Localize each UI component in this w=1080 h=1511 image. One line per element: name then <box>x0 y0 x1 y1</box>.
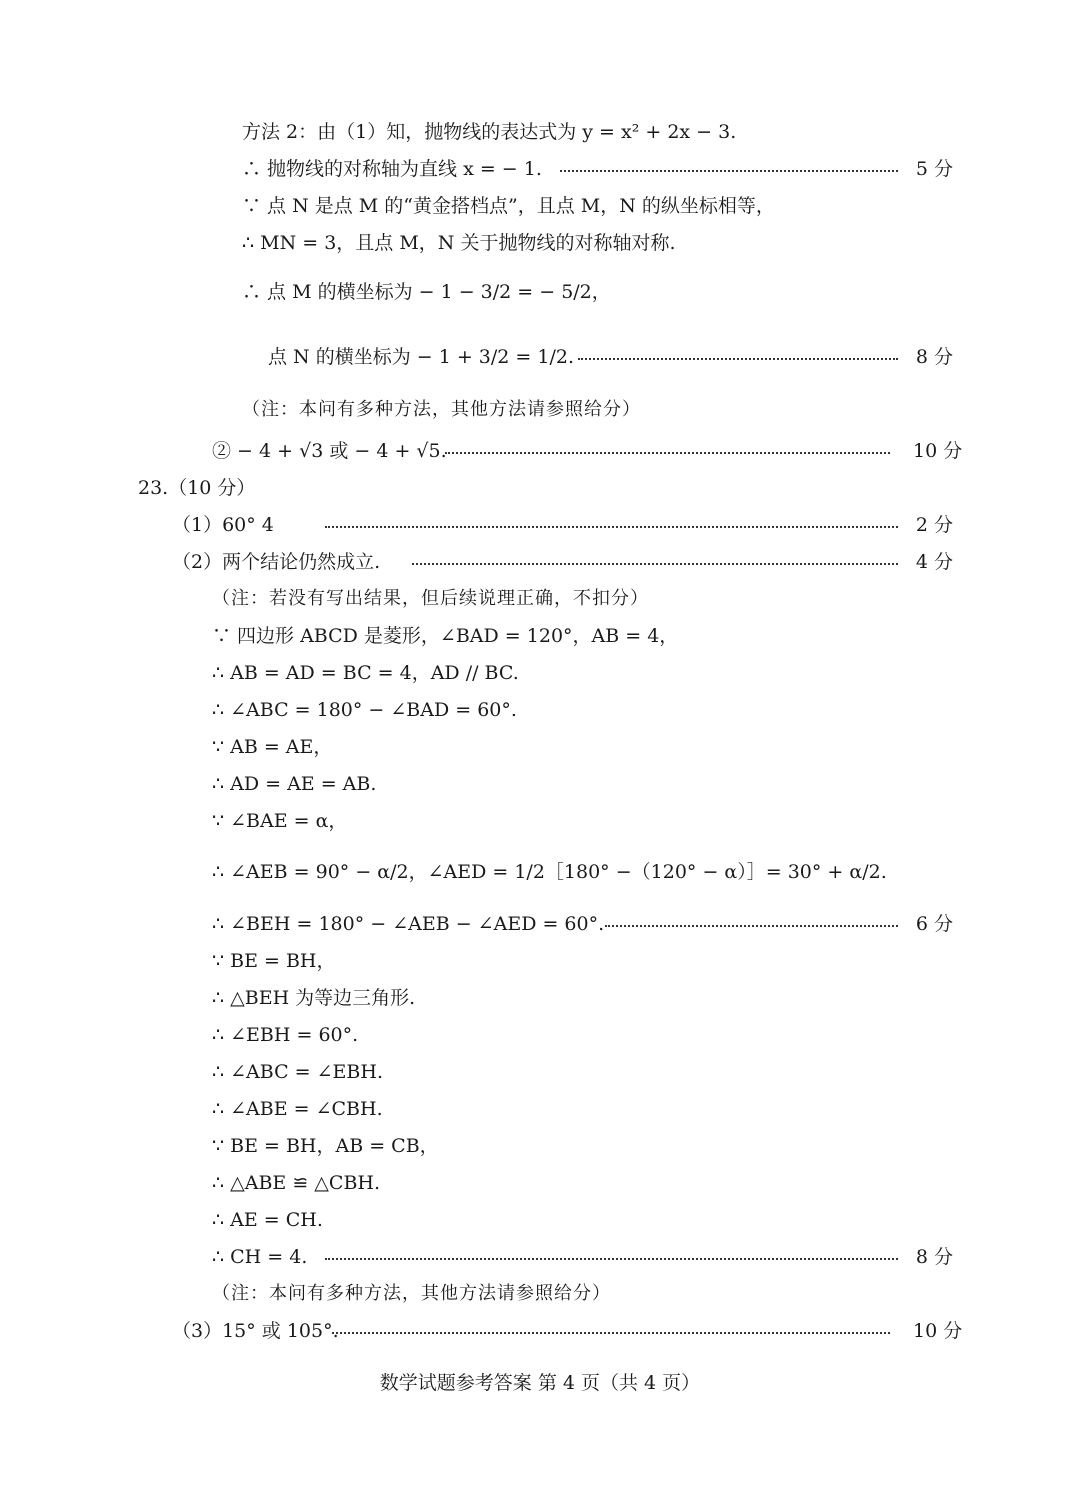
line-text: （3）15° 或 105°. <box>172 1320 339 1342</box>
dot-leader <box>325 1238 898 1260</box>
score-label: 6 分 <box>915 913 953 935</box>
line-text: ∵ 点 N 是点 M 的“黄金搭档点”，且点 M，N 的纵坐标相等， <box>242 195 775 217</box>
line-text: ∴ MN = 3，且点 M，N 关于抛物线的对称轴对称. <box>242 232 676 254</box>
line-text: ∴ ∠BEH = 180° − ∠AEB − ∠AED = 60°. <box>212 913 605 935</box>
score-label: 8 分 <box>915 1246 953 1268</box>
line-text: ∵ ∠BAE = α， <box>212 810 348 832</box>
score-label: 4 分 <box>915 551 953 573</box>
line-text: ∴ ∠ABC = ∠EBH. <box>212 1061 383 1083</box>
dot-leader <box>445 432 890 454</box>
page-footer: 数学试题参考答案 第 4 页（共 4 页） <box>379 1372 701 1394</box>
line-text: （注：本问有多种方法，其他方法请参照给分） <box>242 399 641 420</box>
line-text: ∵ 四边形 ABCD 是菱形，∠BAD = 120°，AB = 4， <box>212 625 679 647</box>
dot-leader <box>412 543 898 565</box>
line-text: ∴ AD = AE = AB. <box>212 773 377 795</box>
line-text: 方法 2：由（1）知，抛物线的表达式为 y = x² + 2x − 3. <box>242 121 737 143</box>
line-text: ∴ △BEH 为等边三角形. <box>212 987 416 1009</box>
score-label: 5 分 <box>915 158 953 180</box>
line-text: 点 N 的横坐标为 − 1 + 3/2 = 1/2. <box>268 346 574 368</box>
score-label: 10 分 <box>913 1320 963 1342</box>
dot-leader <box>332 1312 890 1334</box>
dot-leader <box>578 338 898 360</box>
line-text: （注：若没有写出结果，但后续说理正确，不扣分） <box>212 588 649 609</box>
score-label: 8 分 <box>915 346 953 368</box>
line-text: （1）60° 4 <box>172 514 274 536</box>
line-text: ∴ 点 M 的横坐标为 − 1 − 3/2 = − 5/2， <box>242 281 611 303</box>
line-text: （2）两个结论仍然成立. <box>172 551 381 573</box>
line-text: ② − 4 + √3 或 − 4 + √5. <box>212 440 447 462</box>
line-text: ∴ △ABE ≌ △CBH. <box>212 1172 381 1194</box>
dot-leader <box>605 905 898 927</box>
line-text: ∴ AE = CH. <box>212 1209 323 1231</box>
line-text: ∴ CH = 4. <box>212 1246 308 1268</box>
line-text: ∴ AB = AD = BC = 4，AD // BC. <box>212 662 519 684</box>
line-text: ∴ ∠EBH = 60°. <box>212 1024 359 1046</box>
line-text: ∴ ∠AEB = 90° − α/2，∠AED = 1/2［180° −（120° − α）］= 30° + α/2. <box>212 861 887 883</box>
dot-leader <box>325 506 898 528</box>
line-text: 23.（10 分） <box>138 477 256 499</box>
line-text: ∴ ∠ABC = 180° − ∠BAD = 60°. <box>212 699 517 721</box>
line-text: ∴ 抛物线的对称轴为直线 x = − 1. <box>242 158 542 180</box>
line-text: ∵ AB = AE， <box>212 736 333 758</box>
score-label: 10 分 <box>913 440 963 462</box>
line-text: ∵ BE = BH，AB = CB， <box>212 1135 439 1157</box>
score-label: 2 分 <box>915 514 953 536</box>
dot-leader <box>560 150 898 172</box>
line-text: ∴ ∠ABE = ∠CBH. <box>212 1098 383 1120</box>
line-text: （注：本问有多种方法，其他方法请参照给分） <box>212 1283 611 1304</box>
line-text: ∵ BE = BH， <box>212 950 336 972</box>
